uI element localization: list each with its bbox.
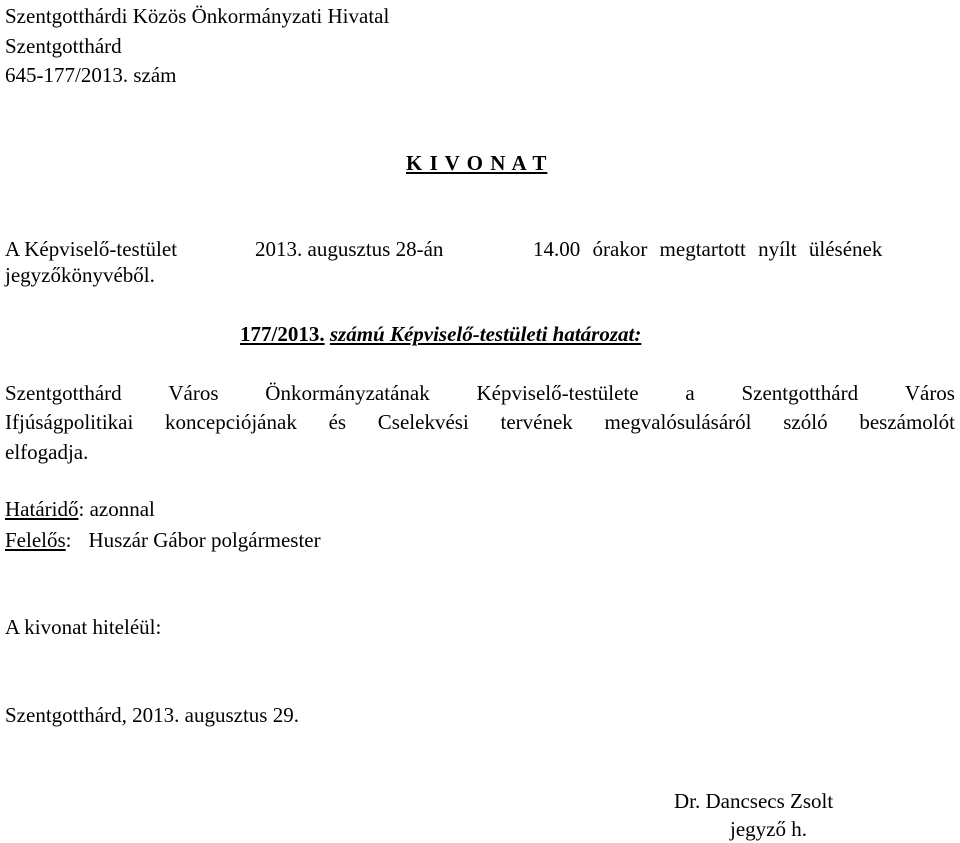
body-word: Város [168,381,219,405]
body-word: Önkormányzatának [265,381,430,405]
resolution-heading [240,322,641,346]
responsible-row: Felelős: Huszár Gábor polgármester [5,528,321,552]
signatory-title: jegyző h. [730,817,807,841]
body-word: szóló [783,410,828,434]
body-word: Város [904,381,955,405]
responsible-value: Huszár Gábor polgármester [88,528,321,552]
office-name: Szentgotthárdi Közös Önkormányzati Hivatal [5,4,390,28]
body-word: beszámolót [859,410,955,434]
body-word: a [685,381,695,405]
body-word: Képviselő-testülete [476,381,639,405]
body-line-2 [5,410,955,434]
intro-part3: 14.00 órakor megtartott nyílt ülésének [533,237,883,261]
body-word: Ifjúságpolitikai [5,410,134,434]
body-word: megvalósulásáról [604,410,752,434]
body-word: és [328,410,347,434]
resolution-heading-text: számú Képviselő-testületi határozat: [329,322,642,346]
intro-line2: jegyzőkönyvéből. [5,263,155,287]
body-word: koncepciójának [165,410,297,434]
body-word: Szentgotthárd [741,381,859,405]
intro-part1: A Képviselő-testület [5,237,178,261]
place-date: Szentgotthárd, 2013. augusztus 29. [5,703,299,727]
body-line-1 [5,381,955,405]
body-word: Cselekvési [377,410,469,434]
resolution-number: 177/2013. [240,322,325,346]
responsible-label: Felelős [5,528,66,552]
deadline-value: azonnal [89,497,155,521]
certification: A kivonat hiteléül: [5,615,162,639]
city-name: Szentgotthárd [5,34,122,58]
signatory-name: Dr. Dancsecs Zsolt [674,789,834,813]
body-line-3: elfogadja. [5,440,89,464]
deadline-label: Határidő [5,497,79,521]
document-title: K I V O N A T [406,151,548,175]
body-word: Szentgotthárd [5,381,122,405]
deadline-row: Határidő: azonnal [5,497,155,521]
intro-part2: 2013. augusztus 28-án [255,237,444,261]
file-number: 645-177/2013. szám [5,63,177,87]
body-word: tervének [500,410,573,434]
